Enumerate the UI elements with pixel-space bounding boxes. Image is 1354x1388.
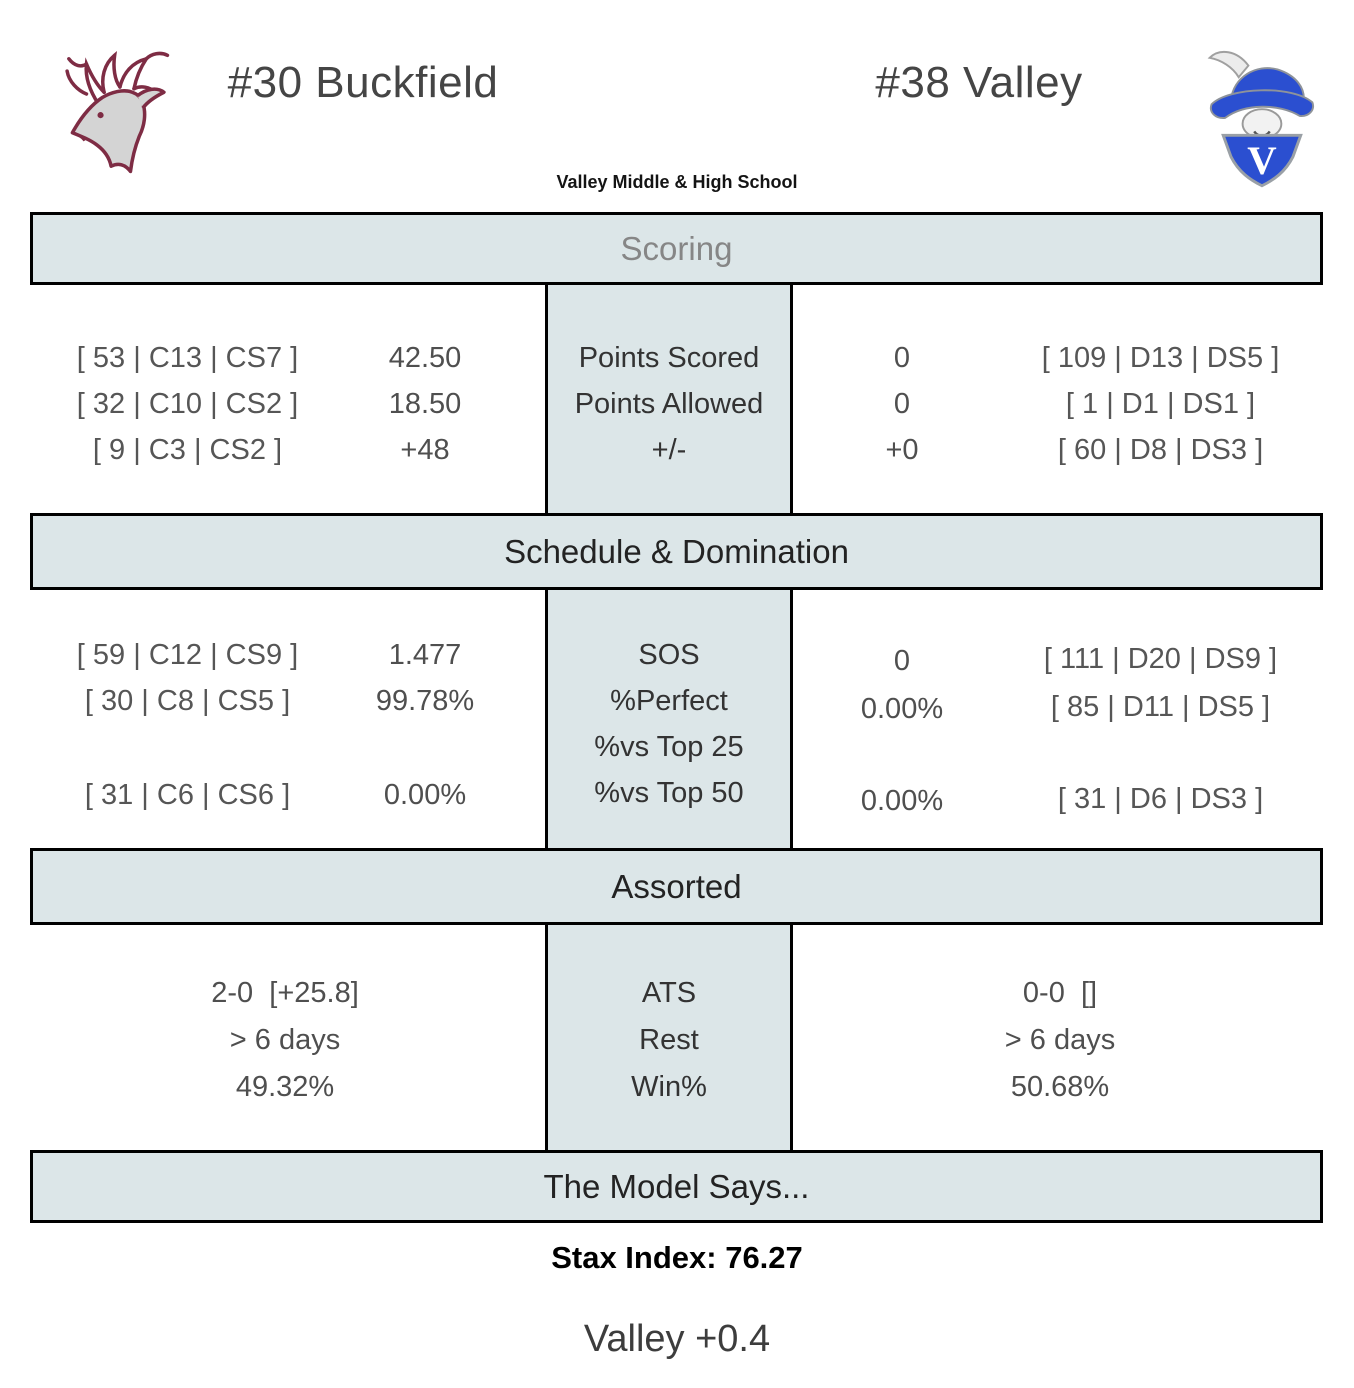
schedule-right-bracket-4: [ 31 | D6 | DS3 ] <box>1057 783 1264 815</box>
assorted-label-3: Win% <box>631 1071 707 1103</box>
scoring-label-2: Points Allowed <box>574 388 764 420</box>
scoring-left-value-3: +48 <box>400 434 450 466</box>
model-section-header: The Model Says... <box>30 1150 1323 1223</box>
schedule-right-value-2: 0.00% <box>860 693 944 725</box>
scoring-section-header: Scoring <box>30 212 1323 285</box>
scoring-right-value-1: 0 <box>893 342 911 374</box>
assorted-right-value-3: 50.68% <box>1010 1071 1110 1103</box>
right-team-title: #38 Valley <box>875 58 1083 107</box>
cavalier-shield-v-icon <box>1198 42 1324 188</box>
schedule-left-value-4: 0.00% <box>383 779 467 811</box>
assorted-left-value-2: > 6 days <box>229 1024 341 1056</box>
schedule-left-bracket-2: [ 30 | C8 | CS5 ] <box>84 685 291 717</box>
scoring-label-1: Points Scored <box>578 342 760 374</box>
scoring-right-bracket-1: [ 109 | D13 | DS5 ] <box>1041 342 1280 374</box>
left-team-title: #30 Buckfield <box>227 58 499 107</box>
assorted-left-value-1: 2-0 [+25.8] <box>211 977 359 1009</box>
schedule-right-value-4: 0.00% <box>860 785 944 817</box>
schedule-label-2: %Perfect <box>610 685 728 717</box>
schedule-left-value-1: 1.477 <box>388 639 462 671</box>
scoring-left-value-1: 42.50 <box>388 342 462 374</box>
schedule-label-3: %vs Top 25 <box>594 731 744 763</box>
scoring-right-bracket-3: [ 60 | D8 | DS3 ] <box>1057 434 1264 466</box>
assorted-label-1: ATS <box>641 977 697 1009</box>
schedule-label-4: %vs Top 50 <box>594 777 744 809</box>
school-subtitle: Valley Middle & High School <box>556 172 798 192</box>
scoring-left-bracket-1: [ 53 | C13 | CS7 ] <box>76 342 299 374</box>
scoring-right-value-2: 0 <box>893 388 911 420</box>
deer-mascot-icon <box>46 40 178 192</box>
scoring-left-value-2: 18.50 <box>388 388 462 420</box>
scoring-right-value-3: +0 <box>885 434 919 466</box>
assorted-left-value-3: 49.32% <box>235 1071 335 1103</box>
schedule-left-bracket-4: [ 31 | C6 | CS6 ] <box>84 779 291 811</box>
scoring-label-3: +/- <box>651 434 687 466</box>
scoring-left-bracket-3: [ 9 | C3 | CS2 ] <box>92 434 283 466</box>
assorted-section-header: Assorted <box>30 848 1323 925</box>
schedule-section-header: Schedule & Domination <box>30 513 1323 590</box>
scoring-left-bracket-2: [ 32 | C10 | CS2 ] <box>76 388 299 420</box>
svg-text:V: V <box>1247 138 1277 184</box>
assorted-label-2: Rest <box>639 1024 699 1056</box>
schedule-right-bracket-2: [ 85 | D11 | DS5 ] <box>1050 691 1271 723</box>
stax-index-value: Stax Index: 76.27 <box>551 1240 803 1275</box>
scoring-right-bracket-2: [ 1 | D1 | DS1 ] <box>1065 388 1256 420</box>
schedule-left-bracket-1: [ 59 | C12 | CS9 ] <box>76 639 299 671</box>
schedule-label-1: SOS <box>638 639 700 671</box>
assorted-right-value-2: > 6 days <box>1004 1024 1116 1056</box>
assorted-right-value-1: 0-0 [] <box>1022 977 1098 1009</box>
schedule-left-value-2: 99.78% <box>375 685 475 717</box>
model-prediction: Valley +0.4 <box>583 1318 771 1360</box>
schedule-right-bracket-1: [ 111 | D20 | DS9 ] <box>1043 643 1278 675</box>
schedule-right-value-1: 0 <box>893 645 911 677</box>
